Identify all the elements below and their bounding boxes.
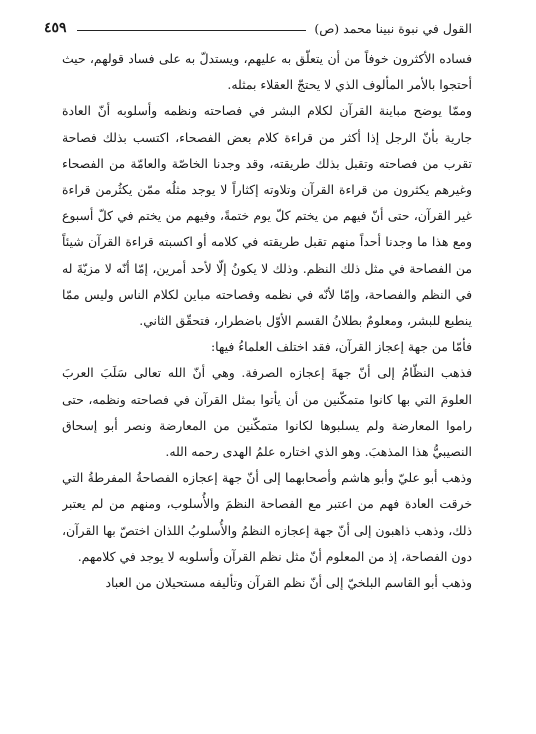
header-rule <box>77 30 307 31</box>
paragraph-quran-distinction: وممّا يوضح مباينة القرآن لكلام البشر في فصاحته ونظمه وأسلوبه أنّ العادة جارية بأنّ الرجل إذا أكثر من قراءة كلام بعض الفصحاء، اكتسب بذلك فصاحة تقرب من فصاحته وتقبل بذلك طريقته، وقد وجدنا الخاصّة والعامّة من الفصحاء وغيرهم يكثرون من قراءة القرآن وتلاوته إكثاراً لا يوجد مثلُه ممّن يكثُرمن قراءة غير القرآن، حتى أنّ فيهم من يختم كلّ يوم ختمةً، وفيهم من يختم في كلّ أسبوع ومع هذا ما وجدنا أحداً منهم تقبل طريقته في كلامه أو اكسبته قراءة القرآن شيئاً من الفصاحة في مثل ذلك النظم. وذلك لا يكونُ إلّا لأحد أمرين، إمّا أنّه لا مزيّةَ له في النظم والفصاحة، وإمّا لأنّه في نظمه وفصاحته مباين لكلام الناس وليس ممّا ينطبع للبشر، ومعلومٌ بطلانُ القسم الأوّل باضطرار، فتحقّق الثاني. <box>62 103 472 329</box>
page-number: ٤٥٩ <box>44 20 67 36</box>
paragraph-abu-ali-view: وذهب أبو عليّ وأبو هاشم وأصحابهما إلى أنّ جهة إعجازه الفصاحةُ المفرطةُ التي خرقت العادة فهم من اعتبر مع الفصاحة النظمَ والأُسلوب، ومنهم من لم يعتبر ذلك، وذهب ذاهبون إلى أنّ جهة إعجازه النظمُ والأُسلوبُ اللذان اختصّ بها القرآن، دون الفصاحة، إذ من المعلوم أنّ مثل نظم القرآن وأسلوبه لا يوجد في كلامهم. <box>62 470 472 564</box>
paragraph-balkhi-view: وذهب أبو القاسم البلخيّ إلى أنّ نظم القرآن وتأليفه مستحيلان من العباد <box>105 575 472 591</box>
page-body <box>62 46 472 726</box>
paragraph-continuation: فساده الأكثرون خوفاً من أن يتعلّق به عليهم، ويستدلّ به على فساد قولهم، حيث أحتجوا بالأمر المألوف الذي لا يحتجّ العقلاء بمثله. <box>62 51 472 93</box>
page-header <box>44 10 472 36</box>
running-title: القول في نبوة نبينا محمد (ص) <box>314 21 472 36</box>
paragraph-nazzam-view: فذهب النظّامُ إلى أنّ جهةَ إعجازه الصرفة. وهي أنّ الله تعالى سَلَبَ العربَ العلومَ التي بها كانوا متمكّنين من أن يأتوا بمثل القرآن في فصاحته ونظمه، حتى راموا المعارضة ولم يسلبوها لكانوا متمكّنين من المعارضة ونصر أبو إسحاق النصيبيُّ هذا المذهبَ. وهو الذي اختاره علمُ الهدى رحمه الله. <box>62 365 472 460</box>
paragraph-inimitability-intro: فأمّا من جهة إعجاز القرآن، فقد اختلف العلماءُ فيها: <box>210 339 472 355</box>
